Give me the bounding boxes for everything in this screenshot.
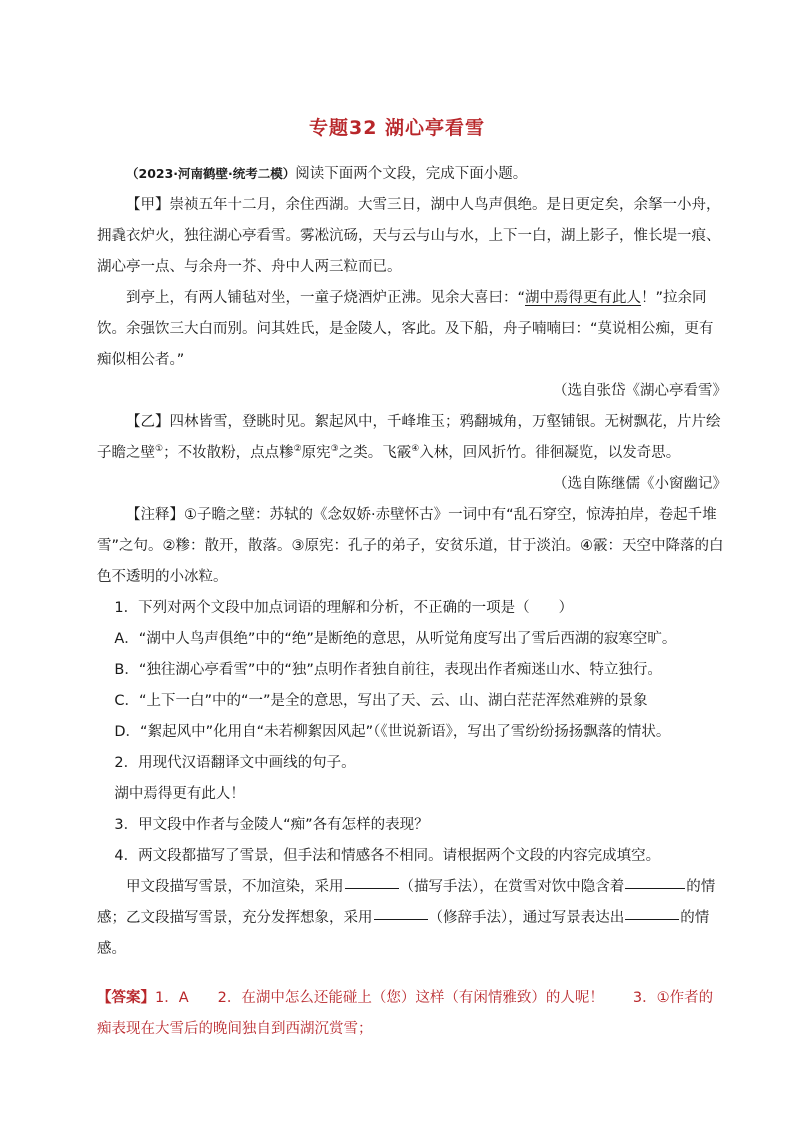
fill-text-1: 甲文段描写雪景，不加渲染，采用	[126, 879, 344, 895]
jia-text-2a: 到亭上，有两人铺毡对坐，一童子烧酒炉正沸。见余大喜曰：“	[126, 290, 526, 306]
note-mark-2: ②	[293, 444, 302, 455]
underlined-sentence: 湖中焉得更有此人	[525, 290, 642, 306]
question-1: 1．下列对两个文段中加点词语的理解和分析，不正确的一项是（ ）	[114, 600, 574, 616]
option-d: D．“絮起风中”化用自“未若柳絮因风起”（《世说新语》，写出了雪纷纷扬扬飘落的情状。	[114, 724, 671, 740]
notes	[97, 500, 727, 593]
jia-text-2b: ！”拉余同饮。余强饮三大白而别。问其姓氏，是金陵人，客此。及下船，舟子喃喃曰：“莫说相公痴，更有痴似相公者。”	[97, 290, 714, 368]
yi-text-5: 入林，回风折竹。徘徊凝览，以发奇思。	[419, 445, 681, 461]
passage-yi	[97, 407, 727, 469]
blank-3[interactable]	[374, 918, 428, 920]
question-2: 2．用现代汉语翻译文中画线的句子。	[114, 755, 356, 771]
answer-block	[97, 983, 727, 1045]
blank-1[interactable]	[345, 887, 399, 889]
fill-text-3: 的情感；乙文段描写雪景，充分发挥想象，采用	[97, 879, 716, 926]
fill-text-4: （修辞手法），通过写景表达出	[428, 910, 625, 926]
jia-label: 【甲】	[126, 197, 170, 213]
passage-jia-p2	[97, 283, 727, 376]
passage-jia-p1	[97, 190, 727, 283]
option-c: C．“上下一白”中的“一”是全的意思，写出了天、云、山、湖白茫茫浑然难辨的景象	[114, 693, 648, 709]
fill-text-5: 的情感。	[97, 910, 710, 957]
yi-source: （选自陈继儒《小窗幽记》	[553, 476, 727, 492]
yi-text-2: ；不妆散粉，点点糁	[163, 445, 294, 461]
fill-text-2: （描写手法），在赏雪对饮中隐含着	[399, 879, 625, 895]
option-b: B．“独往湖心亭看雪”中的“独”点明作者独自前往，表现出作者痴迷山水、特立独行。	[114, 662, 662, 678]
option-a: A．“湖中人鸟声俱绝”中的“绝”是断绝的意思，从听觉角度写出了雪后西湖的寂寒空旷。	[114, 631, 677, 647]
yi-text-4: 之类。飞霰	[338, 445, 412, 461]
notes-label: 【注释】	[126, 507, 184, 523]
spacer	[97, 965, 727, 983]
note-mark-3: ③	[330, 444, 339, 455]
yi-text-3: 原宪	[301, 445, 331, 461]
notes-text: ①子瞻之壁：苏轼的《念奴娇·赤壁怀古》一词中有“乱石穿空，惊涛拍岸，卷起千堆雪”之句。②糁：散开，散落。③原宪：孔子的弟子，安贫乐道，甘于淡泊。④霰：天空中降落的白色不透明的小冰粒。	[97, 507, 724, 585]
blank-2[interactable]	[625, 887, 685, 889]
yi-label: 【乙】	[126, 414, 170, 430]
exam-source: （2023·河南鹤壁·统考二模）	[126, 166, 296, 181]
question-4-fill	[97, 872, 727, 965]
document-body	[97, 158, 727, 1045]
answer-label: 【答案】	[97, 990, 155, 1006]
page-title: 专题32 湖心亭看雪	[308, 117, 486, 139]
blank-4[interactable]	[625, 918, 679, 920]
yi-text-1: 四林皆雪，登眺时见。絮起风中，千峰堆玉；鸦翻城角，万壑铺银。无树飘花，片片绘子瞻之壁	[97, 414, 721, 461]
answer-text: 1．A 2．在湖中怎么还能碰上（您）这样（有闲情雅致）的人呢！ 3．①作者的痴表现在大雪后的晚间独自到西湖沉赏雪；	[97, 990, 714, 1037]
note-mark-1: ①	[155, 444, 164, 455]
jia-source: （选自张岱《湖心亭看雪》	[553, 383, 727, 399]
intro-line	[97, 158, 727, 190]
jia-text-1: 崇祯五年十二月，余住西湖。大雪三日，湖中人鸟声俱绝。是日更定矣，余拏一小舟，拥毳衣炉火，独往湖心亭看雪。雾凇沆砀，天与云与山与水，上下一白，湖上影子，惟长堤一痕、湖心亭一点、与余舟一芥、舟中人两三粒而已。	[97, 197, 721, 275]
question-3: 3．甲文段中作者与金陵人“痴”各有怎样的表现？	[114, 817, 429, 833]
intro-text: 阅读下面两个文段，完成下面小题。	[295, 166, 528, 182]
note-mark-4: ④	[411, 444, 420, 455]
question-4: 4．两文段都描写了雪景，但手法和情感各不相同。请根据两个文段的内容完成填空。	[114, 848, 661, 864]
question-2-sentence: 湖中焉得更有此人！	[114, 786, 245, 802]
